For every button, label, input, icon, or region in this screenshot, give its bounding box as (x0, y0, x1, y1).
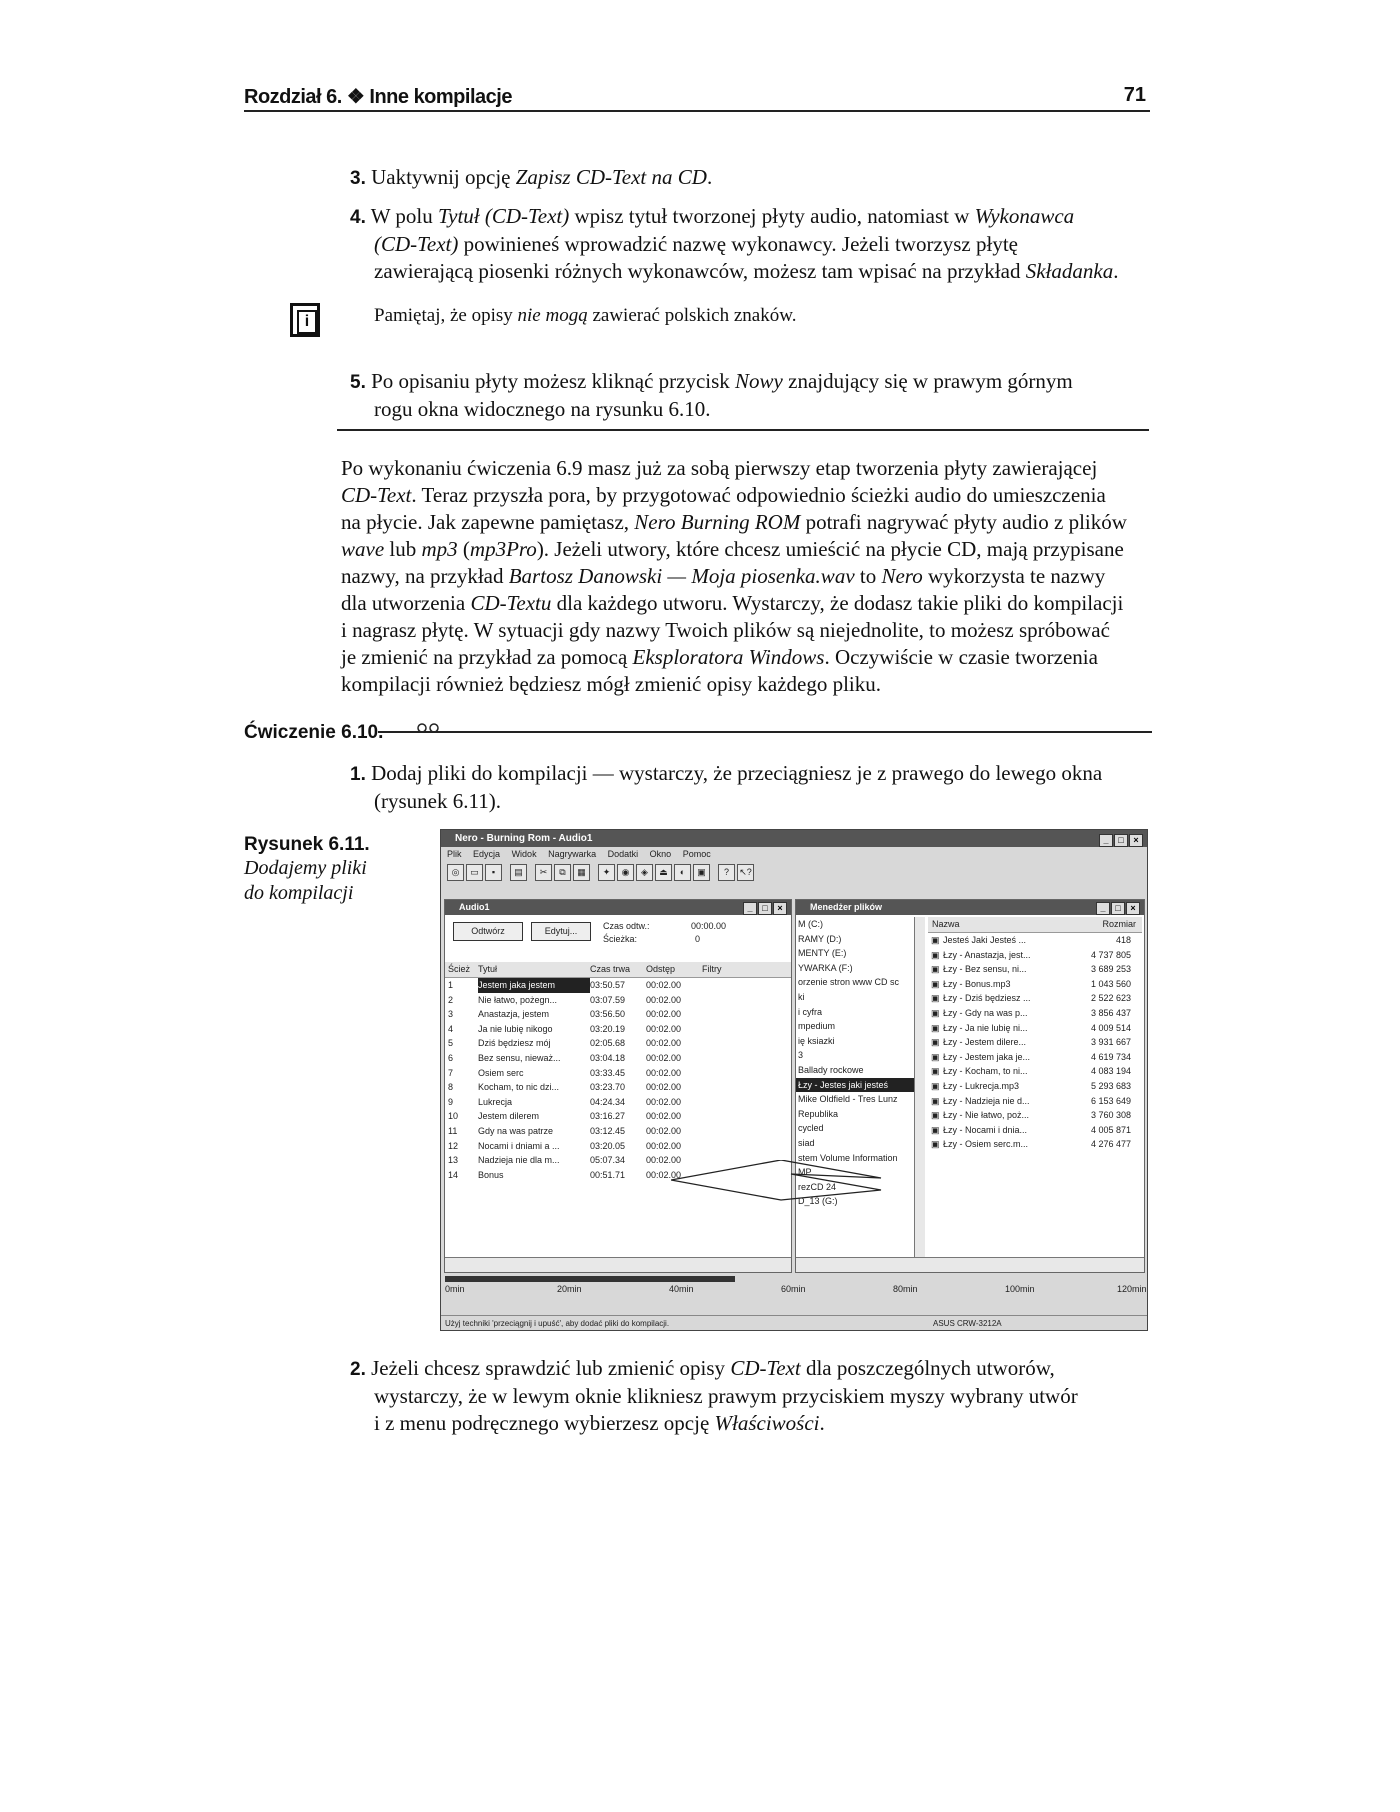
menu-edycja[interactable]: Edycja (473, 849, 501, 859)
save-icon[interactable]: ▪ (485, 864, 502, 881)
track-list (445, 978, 791, 1182)
folder-item[interactable]: ki (798, 991, 805, 1002)
chapter-title: Rozdział 6. ❖ Inne kompilacje (244, 86, 512, 108)
file-row[interactable]: ▣ Jesteś Jaki Jesteś ... 418 (928, 933, 1142, 948)
audio-pane-titlebar: Audio1 _ □ × (445, 900, 791, 915)
file-row[interactable]: ▣ Łzy - Anastazja, jest... 4 737 805 (928, 948, 1142, 963)
file-list (928, 933, 1142, 1152)
track-row[interactable]: 2 Nie łatwo, pożegn... 03:07.59 00:02.00 (448, 994, 682, 1005)
info-icon: i (290, 303, 320, 337)
drive-info-icon[interactable]: ◐ (674, 864, 691, 881)
exercise-title: Ćwiczenie 6.10. (244, 722, 384, 743)
track-row[interactable]: 11 Gdy na was patrze 03:12.45 00:02.00 (448, 1125, 682, 1136)
play-button[interactable]: Odtwórz (453, 922, 523, 941)
folder-item[interactable]: siad (798, 1137, 815, 1148)
folder-item[interactable]: Łzy - Jestes jaki jesteś (796, 1078, 914, 1093)
status-bar: Użyj techniki 'przeciągnij i upuść', aby dodać pliki do kompilacji. ASUS CRW-3212A (441, 1315, 1147, 1330)
time-info: Czas odtw.: Ścieżka: (603, 921, 650, 944)
step-5: 5. Po opisaniu płyty możesz kliknąć przycisk Nowy znajdujący się w prawym górnym rogu okna widocznego na rysunku 6.10. (350, 369, 1073, 421)
body-paragraph: Po wykonaniu ćwiczenia 6.9 masz już za sobą pierwszy etap tworzenia płyty zawierającej CD-Text. Teraz przyszła pora, by przygotować odpowiednio ścieżki audio do umieszczenia na płycie. Jak zapewne pamiętasz, Nero Burning ROM potrafi nagrywać płyty audio z plików wave lub mp3 (mp3Pro). Jeżeli utwory, które chcesz umieścić na płycie CD, mają przypisane nazwy, na przykład Bartosz Danowski — Moja piosenka.wav to Nero wykorzysta te nazwy dla utworzenia CD-Textu dla każdego utworu. Wystarczy, że dodasz takie pliki do kompilacji i nagrasz płytę. W sytuacji gdy nazwy Twoich plików są niejednolite, to możesz spróbować je zmienić na przykład za pomocą Eksploratora Windows. Oczywiście w czasie tworzenia kompilacji również będziesz mógł zmienić opisy każdego pliku. (341, 456, 1127, 696)
exercise-ornament-rule (378, 718, 1152, 736)
ruler-label: 60min (781, 1284, 806, 1294)
burn-icon[interactable]: ✦ (598, 864, 615, 881)
cut-icon[interactable]: ✂ (535, 864, 552, 881)
ruler-label: 0min (445, 1284, 465, 1294)
menu-plik[interactable]: Plik (447, 849, 462, 859)
file-row[interactable]: ▣ Łzy - Jestem dilere... 3 931 667 (928, 1035, 1142, 1050)
audio-file-icon: ▣ (931, 1095, 940, 1106)
track-row[interactable]: 10 Jestem dilerem 03:16.27 00:02.00 (448, 1111, 682, 1122)
browser-titlebar: Menedżer plików _ □ × (796, 900, 1144, 915)
section-rule (337, 429, 1149, 431)
audio-file-icon: ▣ (931, 1022, 940, 1033)
audio-file-icon: ▣ (931, 1139, 940, 1150)
ruler-label: 100min (1005, 1284, 1035, 1294)
menu-okno[interactable]: Okno (649, 849, 672, 859)
nero-screenshot (440, 829, 1148, 1331)
track-row[interactable]: 5 Dziś będziesz mój 02:05.68 00:02.00 (448, 1038, 682, 1049)
maximize-button[interactable]: □ (1114, 834, 1128, 847)
track-row[interactable]: 7 Osiem serc 03:33.45 00:02.00 (448, 1067, 682, 1078)
ruler-label: 20min (557, 1284, 582, 1294)
file-row[interactable]: ▣ Łzy - Bez sensu, ni... 3 689 253 (928, 962, 1142, 977)
help-icon[interactable]: ? (718, 864, 735, 881)
audio-file-icon: ▣ (931, 1110, 940, 1121)
step-2: 2. Jeżeli chcesz sprawdzić lub zmienić opisy CD-Text dla poszczególnych utworów, wystarczy, że w lewym oknie klikniesz prawym przyciskiem myszy wybrany utwór i z menu podręcznego wybierzesz opcję Właściwości. (350, 1356, 1078, 1435)
file-row[interactable]: ▣ Łzy - Gdy na was p... 3 856 437 (928, 1006, 1142, 1021)
file-row[interactable]: ▣ Łzy - Nocami i dnia... 4 005 871 (928, 1123, 1142, 1138)
file-row[interactable]: ▣ Łzy - Jestem jaka je... 4 619 734 (928, 1050, 1142, 1065)
open-icon[interactable]: ▭ (466, 864, 483, 881)
capacity-bar (441, 1276, 1147, 1298)
minimize-button[interactable]: _ (1099, 834, 1113, 847)
audio-file-icon: ▣ (931, 978, 940, 989)
track-row[interactable]: 8 Kocham, to nic dzi... 03:23.70 00:02.00 (448, 1082, 682, 1093)
audio-file-icon: ▣ (931, 935, 940, 945)
folder-item[interactable]: stem Volume Information (798, 1152, 898, 1163)
folder-item[interactable]: orzenie stron www CD sc (798, 977, 900, 988)
horizontal-scrollbar[interactable] (445, 1257, 791, 1272)
step-4: 4. W polu Tytuł (CD-Text) wpisz tytuł tworzonej płyty audio, natomiast w Wykonawca (CD-Text) powinieneś wprowadzić nazwę wykonawcy. Jeżeli tworzysz płytę zawierającą piosenki różnych wykonawców, możesz tam wpisać na przykład Składanka. (350, 204, 1119, 283)
folder-item[interactable]: Republika (798, 1108, 839, 1119)
folder-item[interactable]: rezCD 24 (798, 1181, 837, 1192)
folder-item[interactable]: RAMY (D:) (798, 933, 842, 944)
track-row[interactable]: 3 Anastazja, jestem 03:56.50 00:02.00 (448, 1009, 682, 1020)
ruler-label: 40min (669, 1284, 694, 1294)
audio-file-icon: ▣ (931, 949, 940, 960)
folder-item[interactable]: YWARKA (F:) (798, 962, 853, 973)
note-text: Pamiętaj, że opisy nie mogą zawierać polskich znaków. (374, 305, 797, 326)
drag-arrow-annotation (671, 1160, 921, 1220)
file-row[interactable]: ▣ Łzy - Nie łatwo, poż... 3 760 308 (928, 1108, 1142, 1123)
track-list-header: Ścież Tytuł Czas trwa Odstęp Filtry (445, 962, 791, 978)
copy-icon[interactable]: ⧉ (554, 864, 571, 881)
menu-dodatki[interactable]: Dodatki (607, 849, 639, 859)
folder-item[interactable]: M (C:) (798, 919, 823, 929)
folder-item[interactable]: cycled (798, 1123, 824, 1134)
browser-h-scrollbar[interactable] (796, 1257, 1144, 1272)
track-row[interactable]: 6 Bez sensu, nieważ... 03:04.18 00:02.00 (448, 1052, 682, 1063)
track-row[interactable]: 9 Lukrecja 04:24.34 00:02.00 (448, 1096, 682, 1107)
page-number: 71 (1123, 84, 1146, 106)
folder-item[interactable]: MENTY (E:) (798, 948, 847, 959)
menu-bar (441, 847, 1147, 861)
running-header (244, 84, 1150, 112)
folder-item[interactable]: i cyfra (798, 1006, 823, 1017)
edit-button[interactable]: Edytuj... (531, 922, 591, 941)
folder-item[interactable]: Mike Oldfield - Tres Lunz (798, 1094, 898, 1105)
menu-nagrywarka[interactable]: Nagrywarka (548, 849, 597, 859)
track-row[interactable]: 14 Bonus 00:51.71 00:02.00 (448, 1169, 682, 1180)
folder-item[interactable]: ię ksiazki (798, 1035, 835, 1046)
folder-item[interactable]: mpedium (798, 1021, 836, 1032)
file-row[interactable]: ▣ Łzy - Bonus.mp3 1 043 560 (928, 977, 1142, 992)
file-row[interactable]: ▣ Łzy - Osiem serc.m... 4 276 477 (928, 1137, 1142, 1152)
folder-item[interactable]: Ballady rockowe (798, 1064, 864, 1075)
file-row[interactable]: ▣ Łzy - Lukrecja.mp3 5 293 683 (928, 1079, 1142, 1094)
app-titlebar: Nero - Burning Rom - Audio1 _ □ × (441, 830, 1147, 847)
window-icon[interactable]: ▣ (693, 864, 710, 881)
toolbar (441, 861, 1147, 883)
audio-file-icon: ▣ (931, 1124, 940, 1135)
folder-item[interactable]: 3 (798, 1050, 804, 1061)
new-icon[interactable]: ◎ (447, 864, 464, 881)
track-row[interactable]: 4 Ja nie lubię nikogo 03:20.19 00:02.00 (448, 1023, 682, 1034)
folder-item[interactable]: D_13 (G:) (798, 1196, 838, 1207)
audio-file-icon: ▣ (931, 1080, 940, 1091)
close-button[interactable]: × (1129, 834, 1143, 847)
audio-file-icon: ▣ (931, 1007, 940, 1018)
menu-widok[interactable]: Widok (511, 849, 537, 859)
figure-caption: Rysunek 6.11. Dodajemy pliki do kompilacji (244, 834, 370, 904)
disc-icon[interactable]: ◉ (617, 864, 634, 881)
folder-item[interactable]: MP (798, 1167, 812, 1178)
file-row[interactable]: ▣ Łzy - Ja nie lubię ni... 4 009 514 (928, 1021, 1142, 1036)
eject-icon[interactable]: ⏏ (655, 864, 672, 881)
paste-icon[interactable]: ▦ (573, 864, 590, 881)
file-row[interactable]: ▣ Łzy - Nadzieja nie d... 6 153 649 (928, 1094, 1142, 1109)
track-row[interactable]: 12 Nocami i dniami a ... 03:20.05 00:02.00 (448, 1140, 682, 1151)
track-row[interactable]: 1 Jestem jaka jestem 03:50.57 00:02.00 (445, 978, 791, 993)
file-list-header: Nazwa Rozmiar (928, 917, 1142, 933)
audio-file-icon: ▣ (931, 1037, 940, 1048)
audio-file-icon: ▣ (931, 993, 940, 1004)
info-icon[interactable]: ▤ (510, 864, 527, 881)
audio-file-icon: ▣ (931, 1051, 940, 1062)
file-row[interactable]: ▣ Łzy - Kocham, to ni... 4 083 194 (928, 1064, 1142, 1079)
time-values: 00:00.00 0 (691, 921, 727, 944)
file-row[interactable]: ▣ Łzy - Dziś będziesz ... 2 522 623 (928, 991, 1142, 1006)
ruler-label: 120min (1117, 1284, 1147, 1294)
audio-file-icon: ▣ (931, 1066, 940, 1077)
copy-disc-icon[interactable]: ◈ (636, 864, 653, 881)
step-1: 1. Dodaj pliki do kompilacji — wystarczy, że przeciągniesz je z prawego do lewego okna (rysunek 6.11). (350, 761, 1103, 813)
step-3: 3. Uaktywnij opcję Zapisz CD-Text na CD. (350, 165, 713, 189)
capacity-fill (445, 1276, 735, 1282)
context-help-icon[interactable]: ↖? (737, 864, 754, 881)
track-row[interactable]: 13 Nadzieja nie dla m... 05:07.34 00:02.00 (448, 1155, 682, 1166)
menu-pomoc[interactable]: Pomoc (682, 849, 711, 859)
audio-file-icon: ▣ (931, 964, 940, 975)
ruler-label: 80min (893, 1284, 918, 1294)
